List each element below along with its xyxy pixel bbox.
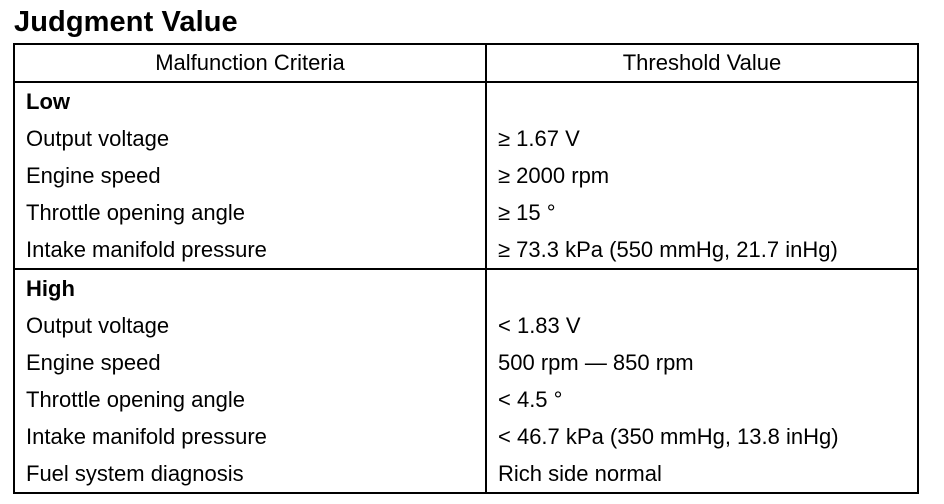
table-row <box>14 344 918 381</box>
threshold-cell: < 46.7 kPa (350 mmHg, 13.8 inHg) <box>486 418 918 455</box>
table-row <box>14 455 918 493</box>
threshold-cell: < 4.5 ° <box>486 381 918 418</box>
threshold-cell: ≥ 15 ° <box>486 194 918 231</box>
criteria-cell: Output voltage <box>14 307 486 344</box>
section-value-empty <box>486 82 918 120</box>
page-title: Judgment Value <box>14 6 238 38</box>
header-threshold-value: Threshold Value <box>486 44 918 82</box>
criteria-cell: Fuel system diagnosis <box>14 455 486 493</box>
section-label-low: Low <box>14 82 486 120</box>
criteria-cell: Intake manifold pressure <box>14 418 486 455</box>
criteria-cell: Throttle opening angle <box>14 194 486 231</box>
section-value-empty <box>486 269 918 307</box>
criteria-cell: Engine speed <box>14 157 486 194</box>
table-row <box>14 381 918 418</box>
table-row <box>14 307 918 344</box>
threshold-cell: ≥ 2000 rpm <box>486 157 918 194</box>
judgment-table <box>13 43 919 494</box>
header-row <box>14 44 918 82</box>
header-malfunction-criteria: Malfunction Criteria <box>14 44 486 82</box>
threshold-cell: 500 rpm — 850 rpm <box>486 344 918 381</box>
threshold-cell: ≥ 1.67 V <box>486 120 918 157</box>
table-row <box>14 157 918 194</box>
criteria-cell: Throttle opening angle <box>14 381 486 418</box>
section-row-high <box>14 269 918 307</box>
criteria-cell: Intake manifold pressure <box>14 231 486 269</box>
table-row <box>14 231 918 269</box>
table-row <box>14 120 918 157</box>
threshold-cell: Rich side normal <box>486 455 918 493</box>
table-row <box>14 194 918 231</box>
threshold-cell: ≥ 73.3 kPa (550 mmHg, 21.7 inHg) <box>486 231 918 269</box>
table-row <box>14 418 918 455</box>
section-label-high: High <box>14 269 486 307</box>
criteria-cell: Engine speed <box>14 344 486 381</box>
threshold-cell: < 1.83 V <box>486 307 918 344</box>
section-row-low <box>14 82 918 120</box>
criteria-cell: Output voltage <box>14 120 486 157</box>
